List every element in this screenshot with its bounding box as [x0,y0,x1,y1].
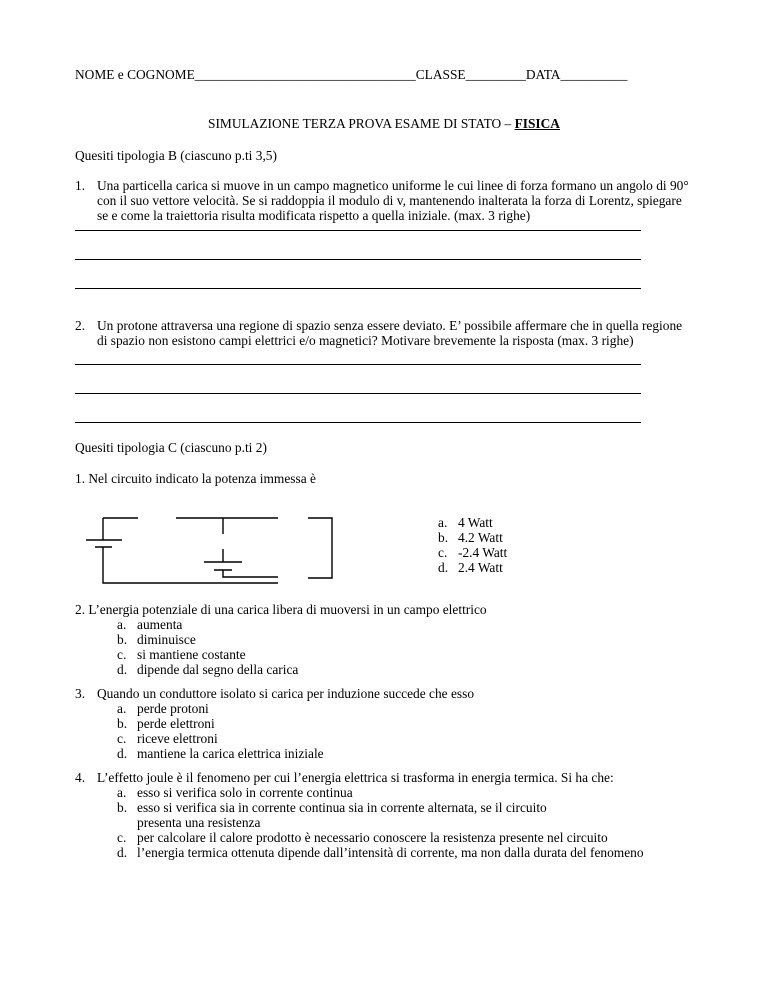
option-label: l’energia termica ottenuta dipende dall’intensità di corrente, ma non dalla durata del fenomeno [137,845,644,860]
option-letter: c. [117,647,127,662]
option[interactable] [117,830,677,845]
answer-line[interactable] [75,230,641,231]
option-label: 4 Watt [458,515,493,530]
option-label: dipende dal segno della carica [137,662,299,677]
option-letter: c. [117,830,127,845]
option-letter: b. [117,632,128,647]
option-label: -2.4 Watt [458,545,508,560]
option-label: si mantiene costante [137,647,246,662]
option-letter: d. [438,560,449,575]
question-c3 [75,686,695,701]
option-label: aumenta [137,617,183,632]
question-c4 [75,770,695,785]
option-label: per calcolare il calore prodotto è necessario conoscere la resistenza presente nel circuito [137,830,608,845]
title-subject: FISICA [514,116,560,131]
date-blank[interactable]: __________ [560,67,628,82]
answer-line[interactable] [75,259,641,260]
question-number: 1. [75,178,86,193]
option-label: perde protoni [137,701,209,716]
answer-line[interactable] [75,393,641,394]
option[interactable] [117,785,677,800]
question-text: Quando un conduttore isolato si carica per induzione succede che esso [97,686,475,701]
option-letter: b. [117,716,128,731]
question-number: 4. [75,770,86,785]
wire [308,518,332,578]
options-c4 [117,785,677,860]
name-blank[interactable]: _________________________________ [194,67,416,82]
option-letter: d. [117,845,128,860]
student-info-line [75,67,627,82]
option-letter: a. [117,785,127,800]
question-c1-text: 1. Nel circuito indicato la potenza immessa è [75,471,316,486]
option-letter: b. [438,530,449,545]
section-b-heading: Quesiti tipologia B (ciascuno p.ti 3,5) [75,148,277,163]
option-label: diminuisce [137,632,196,647]
option-label: 2.4 Watt [458,560,503,575]
option-label: 4.2 Watt [458,530,503,545]
date-label: DATA [525,67,561,82]
title-prefix: SIMULAZIONE TERZA PROVA ESAME DI STATO – [208,116,515,131]
class-blank[interactable]: _________ [465,67,526,82]
option[interactable] [117,800,677,830]
option-label: riceve elettroni [137,731,218,746]
page-title [0,116,768,131]
section-c-heading: Quesiti tipologia C (ciascuno p.ti 2) [75,440,267,455]
question-number: 3. [75,686,86,701]
option-label: esso si verifica sia in corrente continua sia in corrente alternata, se il circuito presenta una resistenza [137,800,547,830]
answer-line[interactable] [75,364,641,365]
option-letter: a. [117,701,127,716]
option-letter: d. [117,746,128,761]
option-label: mantiene la carica elettrica iniziale [137,746,324,761]
option-letter: b. [117,800,128,815]
circuit-diagram [80,510,360,590]
option-letter: c. [438,545,448,560]
option-letter: c. [117,731,127,746]
option-label: esso si verifica solo in corrente continua [137,785,353,800]
class-label: CLASSE [415,67,466,82]
wire [223,570,278,577]
question-text: Una particella carica si muove in un campo magnetico uniforme le cui linee di forza formano un angolo di 90° con il suo vettore velocità. Se si raddoppia il modulo di v, mantenendo inalterata la forza di Lorentz, spiegare se e come la traiettoria risulta modificata rispetto a quella iniziale. (max. 3 righe) [97,178,689,223]
question-text: L’effetto joule è il fenomeno per cui l’energia elettrica si trasforma in energia termica. Si ha che: [97,770,614,785]
answer-line[interactable] [75,422,641,423]
name-label: NOME e COGNOME [75,67,195,82]
option-letter: a. [438,515,448,530]
question-number: 2. [75,318,86,333]
option-label: perde elettroni [137,716,215,731]
question-b1 [75,178,695,223]
question-b2 [75,318,695,348]
option[interactable] [117,845,677,860]
option-letter: d. [117,662,128,677]
option-letter: a. [117,617,127,632]
question-text: Un protone attraversa una regione di spazio senza essere deviato. E’ possibile affermare che in quella regione di spazio non esistono campi elettrici e/o magnetici? Motivare brevemente la risposta (max. 3 righe) [97,318,683,348]
question-c2-text: 2. L’energia potenziale di una carica libera di muoversi in un campo elettrico [75,602,487,617]
answer-line[interactable] [75,288,641,289]
